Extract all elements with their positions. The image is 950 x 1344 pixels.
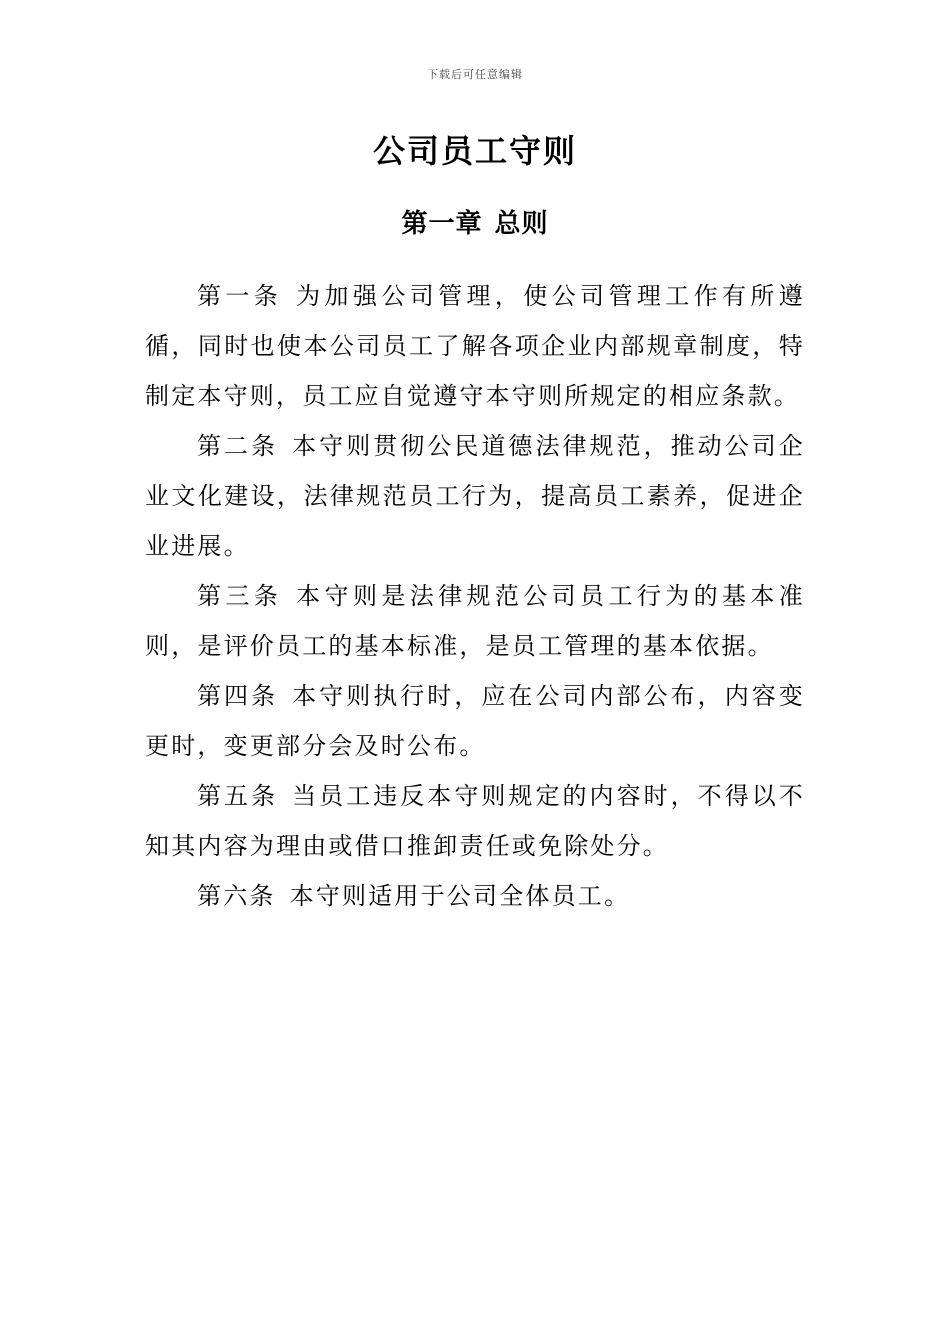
article-6: [145, 871, 805, 921]
article-number: 第一条: [197, 282, 283, 310]
header-note: 下载后可任意编辑: [427, 68, 523, 81]
document-title: 公司员工守则: [372, 132, 577, 170]
chapter-name: 总则: [494, 209, 549, 239]
article-1: [145, 271, 805, 421]
article-4: [145, 671, 805, 771]
article-number: 第六条: [197, 882, 276, 910]
chapter-number: 第一章: [401, 209, 483, 239]
article-text: 为加强公司管理，使公司管理工作有所遵循，同时也使本公司员工了解各项企业内部规章制度，特制定本守则，员工应自觉遵守本守则所规定的相应条款。: [145, 282, 805, 410]
article-number: 第二条: [197, 432, 279, 460]
article-text: 当员工违反本守则规定的内容时，不得以不知其内容为理由或借口推卸责任或免除处分。: [145, 782, 805, 860]
article-text: 本守则适用于公司全体员工。: [289, 882, 631, 910]
article-text: 本守则贯彻公民道德法律规范，推动公司企业文化建设，法律规范员工行为，提高员工素养，促进企业进展。: [145, 432, 805, 560]
article-2: [145, 421, 805, 571]
article-text: 本守则是法律规范公司员工行为的基本准则，是评价员工的基本标准，是员工管理的基本依据。: [145, 582, 805, 660]
article-number: 第四条: [197, 682, 279, 710]
article-text: 本守则执行时，应在公司内部公布，内容变更时，变更部分会及时公布。: [145, 682, 805, 760]
article-5: [145, 771, 805, 871]
article-list: [145, 271, 805, 921]
article-3: [145, 571, 805, 671]
article-number: 第三条: [197, 582, 283, 610]
chapter-heading: [0, 203, 950, 240]
article-number: 第五条: [197, 782, 279, 810]
